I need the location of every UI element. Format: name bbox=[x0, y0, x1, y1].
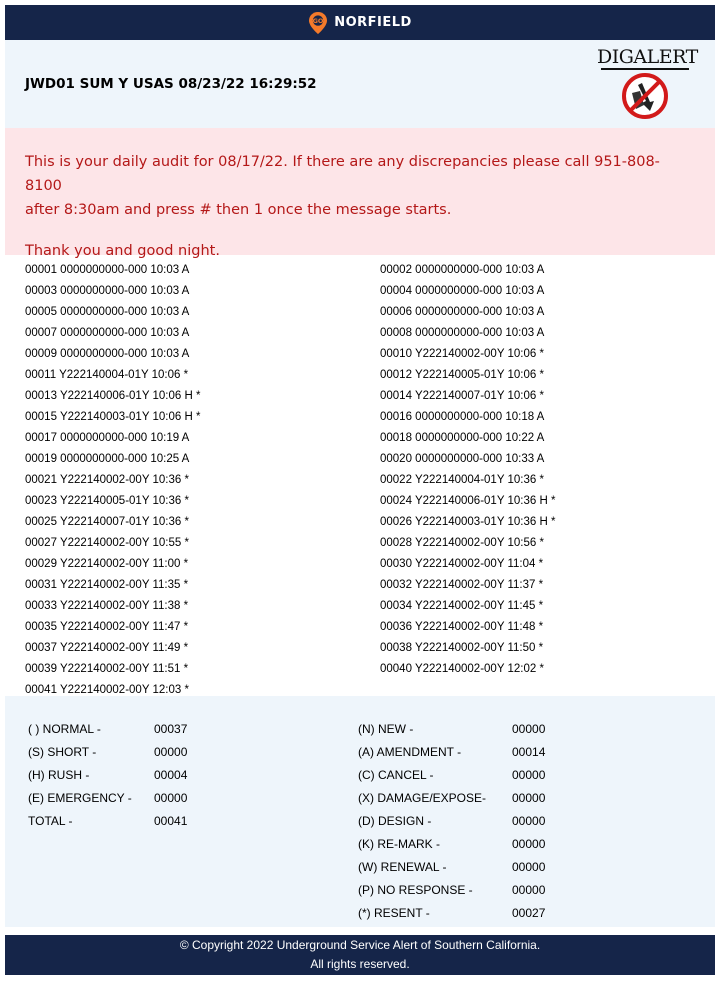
audit-entry: 00029 Y222140002-00Y 11:00 * bbox=[25, 558, 189, 570]
audit-entry: 00027 Y222140002-00Y 10:55 * bbox=[25, 537, 189, 549]
audit-entry: 00009 0000000000-000 10:03 A bbox=[25, 348, 190, 360]
audit-entry: 00031 Y222140002-00Y 11:35 * bbox=[25, 579, 189, 591]
summary-row bbox=[358, 833, 572, 856]
norfield-pin-icon bbox=[308, 11, 328, 35]
summary-count: 00041 bbox=[154, 814, 188, 828]
audit-notice bbox=[5, 128, 715, 259]
summary-label: (S) SHORT - bbox=[28, 745, 97, 759]
copyright-footer bbox=[5, 935, 715, 975]
logo-underline bbox=[601, 68, 689, 70]
audit-entry: 00028 Y222140002-00Y 10:56 * bbox=[380, 537, 544, 549]
audit-entry: 00010 Y222140002-00Y 10:06 * bbox=[380, 348, 544, 360]
summary-label: (W) RENEWAL - bbox=[358, 860, 447, 874]
brand-name: NORFIELD bbox=[334, 15, 412, 30]
audit-entry: 00040 Y222140002-00Y 12:02 * bbox=[380, 663, 544, 675]
notice-line-1: This is your daily audit for 08/17/22. If there are any discrepancies please call 951-808-8100 bbox=[25, 154, 660, 194]
summary-count: 00000 bbox=[512, 814, 546, 828]
digalert-logo bbox=[597, 46, 698, 124]
summary-count: 00004 bbox=[154, 768, 188, 782]
audit-entry: 00036 Y222140002-00Y 11:48 * bbox=[380, 621, 544, 633]
summary-row bbox=[358, 718, 572, 741]
audit-entry: 00002 0000000000-000 10:03 A bbox=[380, 264, 545, 276]
audit-entry: 00032 Y222140002-00Y 11:37 * bbox=[380, 579, 544, 591]
summary-row bbox=[28, 764, 214, 787]
audit-entry: 00001 0000000000-000 10:03 A bbox=[25, 264, 190, 276]
summary-row bbox=[28, 810, 214, 833]
summary-row bbox=[358, 902, 572, 925]
summary-row bbox=[358, 879, 572, 902]
audit-entry: 00037 Y222140002-00Y 11:49 * bbox=[25, 642, 189, 654]
audit-entry: 00019 0000000000-000 10:25 A bbox=[25, 453, 190, 465]
summary-count: 00000 bbox=[512, 791, 546, 805]
ticket-title: JWD01 SUM Y USAS 08/23/22 16:29:52 bbox=[25, 76, 317, 92]
summary-row bbox=[358, 741, 572, 764]
audit-list-right-column bbox=[380, 260, 555, 680]
audit-entry: 00005 0000000000-000 10:03 A bbox=[25, 306, 190, 318]
email-body bbox=[5, 5, 715, 927]
audit-entry: 00039 Y222140002-00Y 11:51 * bbox=[25, 663, 189, 675]
notice-line-2: after 8:30am and press # then 1 once the message starts. bbox=[25, 202, 452, 218]
summary-label: (H) RUSH - bbox=[28, 768, 90, 782]
audit-entry: 00033 Y222140002-00Y 11:38 * bbox=[25, 600, 189, 612]
audit-list-left-column bbox=[25, 260, 200, 701]
summary-label: (D) DESIGN - bbox=[358, 814, 432, 828]
summary-count: 00037 bbox=[154, 722, 188, 736]
summary-count: 00014 bbox=[512, 745, 546, 759]
audit-entry: 00017 0000000000-000 10:19 A bbox=[25, 432, 190, 444]
ticket-header bbox=[5, 40, 715, 128]
audit-entry: 00041 Y222140002-00Y 12:03 * bbox=[25, 684, 189, 696]
audit-entry: 00034 Y222140002-00Y 11:45 * bbox=[380, 600, 544, 612]
brand-banner bbox=[5, 5, 715, 40]
summary-label: ( ) NORMAL - bbox=[28, 722, 101, 736]
rights-line: All rights reserved. bbox=[310, 957, 410, 971]
summary-label: (N) NEW - bbox=[358, 722, 414, 736]
summary-label: (P) NO RESPONSE - bbox=[358, 883, 473, 897]
audit-entry: 00018 0000000000-000 10:22 A bbox=[380, 432, 545, 444]
summary-row bbox=[28, 741, 214, 764]
summary-label: TOTAL - bbox=[28, 814, 73, 828]
audit-entry: 00025 Y222140007-01Y 10:36 * bbox=[25, 516, 189, 528]
summary-count: 00000 bbox=[512, 883, 546, 897]
audit-entry: 00026 Y222140003-01Y 10:36 H * bbox=[380, 516, 556, 528]
summary-count: 00000 bbox=[512, 722, 546, 736]
no-digging-icon bbox=[620, 71, 670, 125]
audit-entry: 00023 Y222140005-01Y 10:36 * bbox=[25, 495, 189, 507]
audit-entry: 00022 Y222140004-01Y 10:36 * bbox=[380, 474, 544, 486]
summary-count: 00000 bbox=[512, 768, 546, 782]
audit-list bbox=[5, 255, 715, 696]
audit-entry: 00008 0000000000-000 10:03 A bbox=[380, 327, 545, 339]
summary-row bbox=[358, 810, 572, 833]
summary-count: 00000 bbox=[154, 745, 188, 759]
summary-label: (E) EMERGENCY - bbox=[28, 791, 132, 805]
summary-count: 00000 bbox=[154, 791, 188, 805]
audit-entry: 00024 Y222140006-01Y 10:36 H * bbox=[380, 495, 556, 507]
audit-entry: 00003 0000000000-000 10:03 A bbox=[25, 285, 190, 297]
audit-entry: 00020 0000000000-000 10:33 A bbox=[380, 453, 545, 465]
audit-entry: 00016 0000000000-000 10:18 A bbox=[380, 411, 545, 423]
summary-row bbox=[358, 856, 572, 879]
summary-row bbox=[358, 787, 572, 810]
audit-entry: 00030 Y222140002-00Y 11:04 * bbox=[380, 558, 544, 570]
audit-entry: 00007 0000000000-000 10:03 A bbox=[25, 327, 190, 339]
brand-lockup bbox=[308, 11, 412, 35]
digalert-logo-text: DIGALERT bbox=[597, 46, 698, 68]
summary-row bbox=[28, 718, 214, 741]
summary-row bbox=[28, 787, 214, 810]
copyright-line: © Copyright 2022 Underground Service Alert of Southern California. bbox=[179, 938, 541, 952]
audit-entry: 00021 Y222140002-00Y 10:36 * bbox=[25, 474, 189, 486]
svg-text:GO: GO bbox=[312, 16, 324, 25]
summary-row bbox=[358, 764, 572, 787]
summary-count: 00000 bbox=[512, 860, 546, 874]
audit-entry: 00038 Y222140002-00Y 11:50 * bbox=[380, 642, 544, 654]
summary-label: (C) CANCEL - bbox=[358, 768, 434, 782]
audit-entry: 00004 0000000000-000 10:03 A bbox=[380, 285, 545, 297]
summary-label: (X) DAMAGE/EXPOSE- bbox=[358, 791, 487, 805]
summary-label: (A) AMENDMENT - bbox=[358, 745, 462, 759]
audit-entry: 00012 Y222140005-01Y 10:06 * bbox=[380, 369, 544, 381]
summary-count: 00027 bbox=[512, 906, 546, 920]
audit-entry: 00035 Y222140002-00Y 11:47 * bbox=[25, 621, 189, 633]
audit-entry: 00015 Y222140003-01Y 10:06 H * bbox=[25, 411, 201, 423]
audit-entry: 00014 Y222140007-01Y 10:06 * bbox=[380, 390, 544, 402]
summary-label: (*) RESENT - bbox=[358, 906, 430, 920]
summary-label: (K) RE-MARK - bbox=[358, 837, 440, 851]
audit-entry: 00011 Y222140004-01Y 10:06 * bbox=[25, 369, 189, 381]
audit-entry: 00006 0000000000-000 10:03 A bbox=[380, 306, 545, 318]
summary-count: 00000 bbox=[512, 837, 546, 851]
audit-summary bbox=[5, 696, 715, 927]
notice-closing: Thank you and good night. bbox=[25, 243, 220, 259]
audit-entry: 00013 Y222140006-01Y 10:06 H * bbox=[25, 390, 201, 402]
